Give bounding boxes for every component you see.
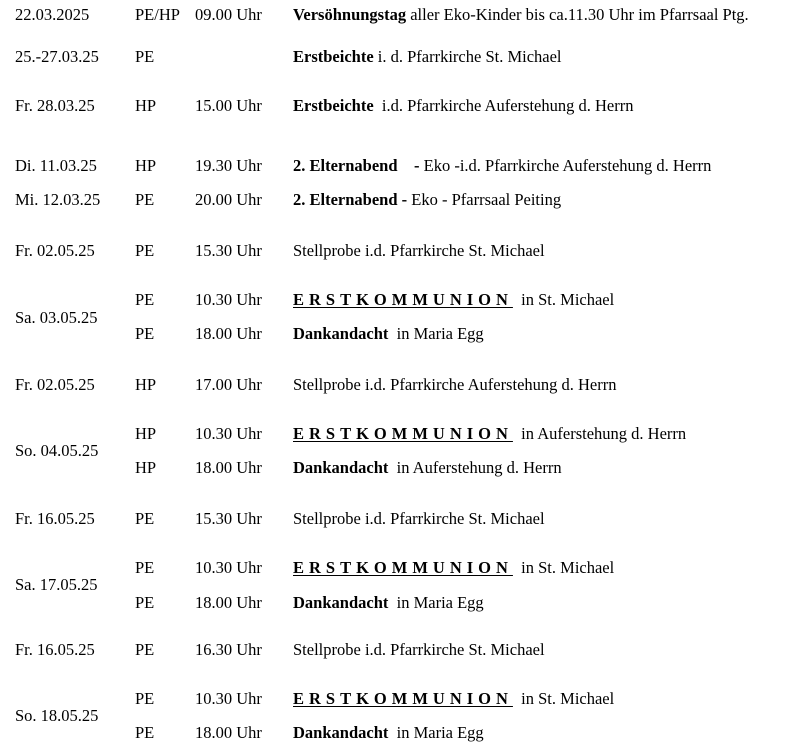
row-title: Erstbeichte xyxy=(293,96,374,115)
row-title: Dankandacht xyxy=(293,723,389,742)
row-title: ERSTKOMMUNION xyxy=(293,689,513,708)
row-location: PE xyxy=(135,558,155,577)
schedule-row xyxy=(0,457,807,479)
row-time: 20.00 Uhr xyxy=(195,190,262,209)
schedule-row xyxy=(0,155,807,177)
row-description xyxy=(293,423,686,445)
schedule-row xyxy=(0,323,807,345)
row-detail: in St. Michael xyxy=(512,689,615,708)
row-description xyxy=(293,688,614,710)
row-time: 18.00 Uhr xyxy=(195,324,262,343)
row-title: 2. Elternabend - xyxy=(293,156,420,175)
schedule-row xyxy=(0,592,807,614)
row-location: PE xyxy=(135,190,155,209)
row-detail: in Auferstehung d. Herrn xyxy=(388,458,562,477)
schedule-row xyxy=(0,189,807,211)
schedule-row xyxy=(0,95,807,117)
schedule-row xyxy=(0,240,807,262)
schedule-row xyxy=(0,639,807,661)
row-description xyxy=(293,457,562,479)
row-detail: Eko - Pfarrsaal Peiting xyxy=(407,190,562,209)
row-location: HP xyxy=(135,458,157,477)
row-description xyxy=(293,189,561,211)
row-detail: aller Eko-Kinder bis ca.11.30 Uhr im Pfarrsaal Ptg. xyxy=(406,5,749,24)
row-title: Versöhnungstag xyxy=(293,5,407,24)
row-date: Fr. 16.05.25 xyxy=(15,640,95,659)
row-location: PE xyxy=(135,509,155,528)
row-title: Dankandacht xyxy=(293,458,389,477)
row-location: HP xyxy=(135,424,157,443)
row-description xyxy=(293,155,711,177)
row-date: 25.-27.03.25 xyxy=(15,47,99,66)
schedule-row xyxy=(0,46,807,68)
row-date: Fr. 02.05.25 xyxy=(15,241,95,260)
row-description: Stellprobe i.d. Pfarrkirche Auferstehung d. Herrn xyxy=(293,375,617,394)
row-time: 18.00 Uhr xyxy=(195,458,262,477)
row-title: Dankandacht xyxy=(293,593,389,612)
row-description: Stellprobe i.d. Pfarrkirche St. Michael xyxy=(293,640,545,659)
row-time: 15.30 Uhr xyxy=(195,241,262,260)
row-time: 17.00 Uhr xyxy=(195,375,262,394)
schedule-row xyxy=(0,508,807,530)
row-time: 10.30 Uhr xyxy=(195,424,262,443)
row-detail: in Maria Egg xyxy=(388,593,484,612)
row-date: Fr. 28.03.25 xyxy=(15,96,95,115)
row-time: 16.30 Uhr xyxy=(195,640,262,659)
row-time: 09.00 Uhr xyxy=(195,5,262,24)
row-location: PE xyxy=(135,640,155,659)
row-detail: in Maria Egg xyxy=(388,324,484,343)
row-detail: i.d. Pfarrkirche Auferstehung d. Herrn xyxy=(373,96,634,115)
row-detail: Eko -i.d. Pfarrkirche Auferstehung d. Herrn xyxy=(419,156,712,175)
row-detail: in St. Michael xyxy=(512,290,615,309)
row-description: Stellprobe i.d. Pfarrkirche St. Michael xyxy=(293,241,545,260)
row-description xyxy=(293,4,749,26)
schedule-row xyxy=(0,423,807,445)
row-description: Stellprobe i.d. Pfarrkirche St. Michael xyxy=(293,509,545,528)
row-description xyxy=(293,289,614,311)
row-title: Erstbeichte xyxy=(293,47,374,66)
row-time: 10.30 Uhr xyxy=(195,558,262,577)
row-detail: in Auferstehung d. Herrn xyxy=(512,424,687,443)
row-location: PE xyxy=(135,689,155,708)
row-location: PE xyxy=(135,241,155,260)
schedule-row xyxy=(0,557,807,579)
row-time: 18.00 Uhr xyxy=(195,593,262,612)
row-time: 15.30 Uhr xyxy=(195,509,262,528)
row-title: ERSTKOMMUNION xyxy=(293,290,513,309)
row-location: HP xyxy=(135,96,157,115)
row-location: HP xyxy=(135,375,157,394)
row-time: 18.00 Uhr xyxy=(195,723,262,742)
row-date: Mi. 12.03.25 xyxy=(15,190,101,209)
schedule-row xyxy=(0,688,807,710)
row-time: 10.30 Uhr xyxy=(195,689,262,708)
row-description xyxy=(293,557,614,579)
row-date: Fr. 02.05.25 xyxy=(15,375,95,394)
row-time: 10.30 Uhr xyxy=(195,290,262,309)
row-date: Di. 11.03.25 xyxy=(15,156,97,175)
schedule-row xyxy=(0,289,807,311)
row-date: 22.03.2025 xyxy=(15,5,90,24)
row-title: Dankandacht xyxy=(293,324,389,343)
row-location: HP xyxy=(135,156,157,175)
row-date-group: Sa. 17.05.25 xyxy=(15,575,98,594)
row-description xyxy=(293,323,484,345)
row-date: Fr. 16.05.25 xyxy=(15,509,95,528)
row-time: 15.00 Uhr xyxy=(195,96,262,115)
row-date-group: So. 18.05.25 xyxy=(15,706,99,725)
row-location: PE xyxy=(135,290,155,309)
row-description xyxy=(293,95,633,117)
row-description xyxy=(293,46,562,68)
schedule-row xyxy=(0,374,807,396)
row-location: PE xyxy=(135,593,155,612)
schedule-row xyxy=(0,722,807,744)
row-detail: i. d. Pfarrkirche St. Michael xyxy=(373,47,562,66)
row-description xyxy=(293,722,484,744)
row-location: PE xyxy=(135,47,155,66)
row-detail: in St. Michael xyxy=(512,558,615,577)
row-date-group: So. 04.05.25 xyxy=(15,441,99,460)
schedule-row xyxy=(0,4,807,26)
row-title: 2. Elternabend - xyxy=(293,190,408,209)
row-date-group: Sa. 03.05.25 xyxy=(15,308,98,327)
row-description xyxy=(293,592,484,614)
row-location: PE xyxy=(135,723,155,742)
row-detail: in Maria Egg xyxy=(388,723,484,742)
row-title: ERSTKOMMUNION xyxy=(293,558,513,577)
row-title: ERSTKOMMUNION xyxy=(293,424,513,443)
row-location: PE/HP xyxy=(135,5,180,24)
row-time: 19.30 Uhr xyxy=(195,156,262,175)
row-location: PE xyxy=(135,324,155,343)
